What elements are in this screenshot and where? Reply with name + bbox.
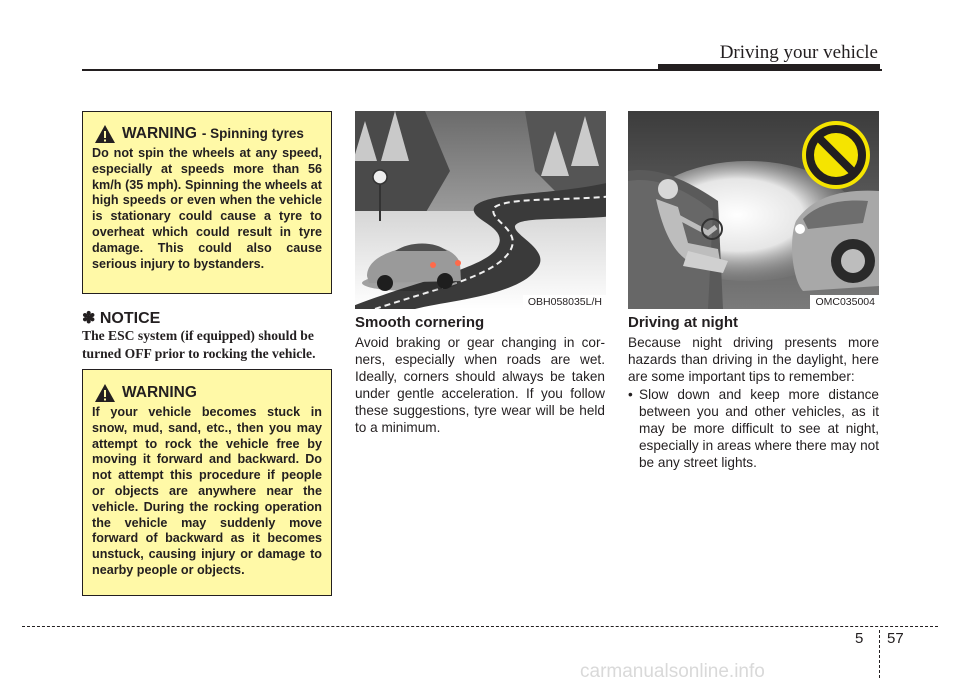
night-bullet-item	[628, 386, 879, 471]
snowy-road-illustration	[355, 111, 606, 309]
figure-cornering	[355, 111, 606, 309]
night-heading: Driving at night	[628, 314, 738, 331]
footer-dashed-divider	[879, 630, 880, 678]
warning-text: If your vehicle becomes stuck in snow, mud, sand, etc., then you may attempt to rock the vehicle free by moving it forward and backward. Do not attempt this procedure if people or objects are anywhere near the vehicle. During the rocking operation the vehicle may suddenly move forward of backward as it becomes unstuck, causing injury or damage to nearby people or objects.	[92, 405, 322, 577]
warning-triangle-icon	[94, 383, 116, 403]
footer-dashed-rule	[22, 626, 938, 627]
watermark: carmanualsonline.info	[580, 661, 765, 682]
cornering-heading: Smooth cornering	[355, 314, 485, 331]
header-rule-accent	[658, 64, 880, 71]
page-number: 57	[887, 630, 904, 647]
night-driving-illustration	[628, 111, 879, 309]
warning-stuck-vehicle-box	[82, 369, 332, 596]
chapter-number: 5	[855, 630, 864, 647]
warning-title: WARNING	[122, 384, 197, 402]
warning-text: Do not spin the wheels at any speed, especially at speeds more than 56 km/h (35 mph). Spinning the wheels at high speeds or even when the vehicle is stationary could cause a tyre to overheat which could result in tyre damage. This could also cause serious injury to bystanders.	[92, 146, 322, 271]
warning-header	[94, 383, 322, 403]
bullet-marker: •	[628, 387, 633, 402]
warning-subtitle: - Spinning tyres	[201, 126, 304, 142]
figure-code: OBH058035L/H	[523, 295, 606, 309]
warning-triangle-icon	[94, 124, 116, 144]
night-intro-text: Because night driving presents more hazards than driving in the daylight, here are some important tips to remember:	[628, 335, 879, 384]
warning-title: WARNING	[122, 125, 197, 143]
figure-night-driving	[628, 111, 879, 309]
prohibition-sign-icon	[802, 121, 870, 189]
cornering-text: Avoid braking or gear changing in cor-ners, especially when roads are wet. Ideally, corners should always be taken under gentle acceleration. If you follow these suggestions, tyre wear will be held to a minimum.	[355, 335, 605, 435]
warning-header	[94, 124, 322, 144]
notice-title: ✽ NOTICE	[82, 310, 161, 327]
night-bullet-text: Slow down and keep more distance between you and other vehicles, as it may be more difficult to see at night, especially in areas where there may not be any street lights.	[639, 387, 879, 470]
figure-code: OMC035004	[810, 295, 879, 309]
notice-text: The ESC system (if equipped) should be turned OFF prior to rocking the vehicle.	[82, 328, 316, 361]
section-title: Driving your vehicle	[719, 42, 878, 63]
warning-spinning-tyres-box	[82, 111, 332, 294]
